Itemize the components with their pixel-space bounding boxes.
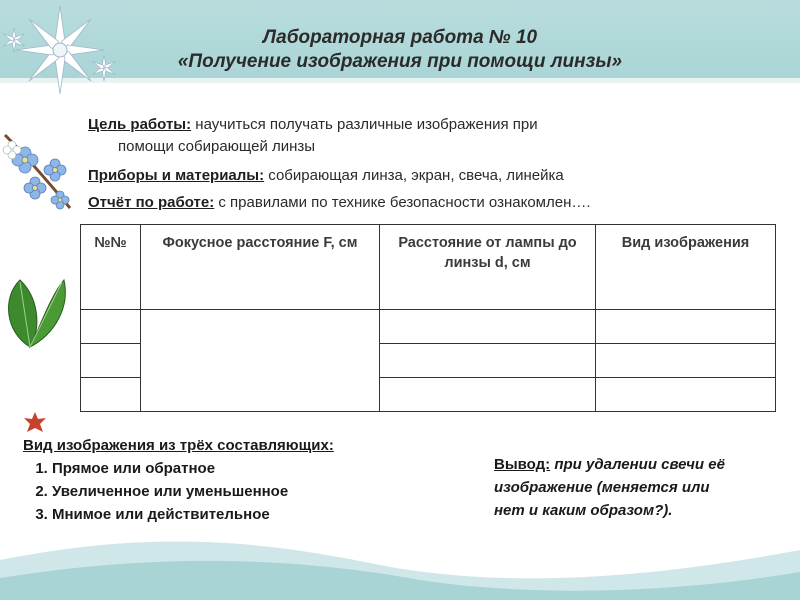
goal-text-cont: помощи собирающей линзы <box>118 138 316 155</box>
table-cell[interactable] <box>596 310 776 344</box>
flower-branch-icon <box>0 130 85 215</box>
red-leaf-icon <box>22 410 48 436</box>
table-cell[interactable] <box>81 378 141 412</box>
list-item: 3. Мнимое или действительное <box>52 503 334 526</box>
image-components <box>12 437 334 526</box>
table-cell[interactable] <box>596 344 776 378</box>
header-distance: Расстояние от лампы до линзы d, см <box>380 225 596 310</box>
table-cell[interactable] <box>380 378 596 412</box>
report-text: с правилами по технике безопасности ознакомлен…. <box>218 194 591 211</box>
bottom-wave <box>0 520 800 600</box>
header-number: №№ <box>81 225 141 310</box>
equipment-line <box>88 166 564 186</box>
components-heading: Вид изображения из трёх составляющих: <box>23 437 334 454</box>
components-list <box>12 457 334 526</box>
header-image-type: Вид изображения <box>596 225 776 310</box>
results-table <box>80 224 776 412</box>
leaves-icon <box>0 272 70 352</box>
header-edge <box>0 78 800 83</box>
goal-line-cont <box>118 137 315 157</box>
page-title-line1: Лабораторная работа № 10 <box>262 27 538 48</box>
goal-text: научиться получать различные изображения при <box>195 116 538 133</box>
table-cell[interactable] <box>596 378 776 412</box>
table-cell[interactable] <box>81 344 141 378</box>
equipment-text: собирающая линза, экран, свеча, линейка <box>268 167 564 184</box>
table-cell[interactable] <box>81 310 141 344</box>
list-item: 1. Прямое или обратное <box>52 457 334 480</box>
list-item: 2. Увеличенное или уменьшенное <box>52 480 334 503</box>
table-cell-focal-merged[interactable] <box>141 310 380 412</box>
equipment-label: Приборы и материалы: <box>88 167 265 184</box>
conclusion <box>494 453 734 522</box>
table-cell[interactable] <box>380 344 596 378</box>
goal-line <box>88 115 538 135</box>
report-label: Отчёт по работе: <box>88 194 215 211</box>
table-cell[interactable] <box>380 310 596 344</box>
goal-label: Цель работы: <box>88 116 192 133</box>
report-line <box>88 193 591 213</box>
table-header-row <box>81 225 776 310</box>
conclusion-text: при удалении свечи её изображение (меняется или нет и каким образом?). <box>494 456 725 519</box>
table-row <box>81 310 776 344</box>
conclusion-label: Вывод: <box>494 456 551 473</box>
header-focal-length: Фокусное расстояние F, см <box>141 225 380 310</box>
page-title-line2: «Получение изображения при помощи линзы» <box>177 51 623 72</box>
